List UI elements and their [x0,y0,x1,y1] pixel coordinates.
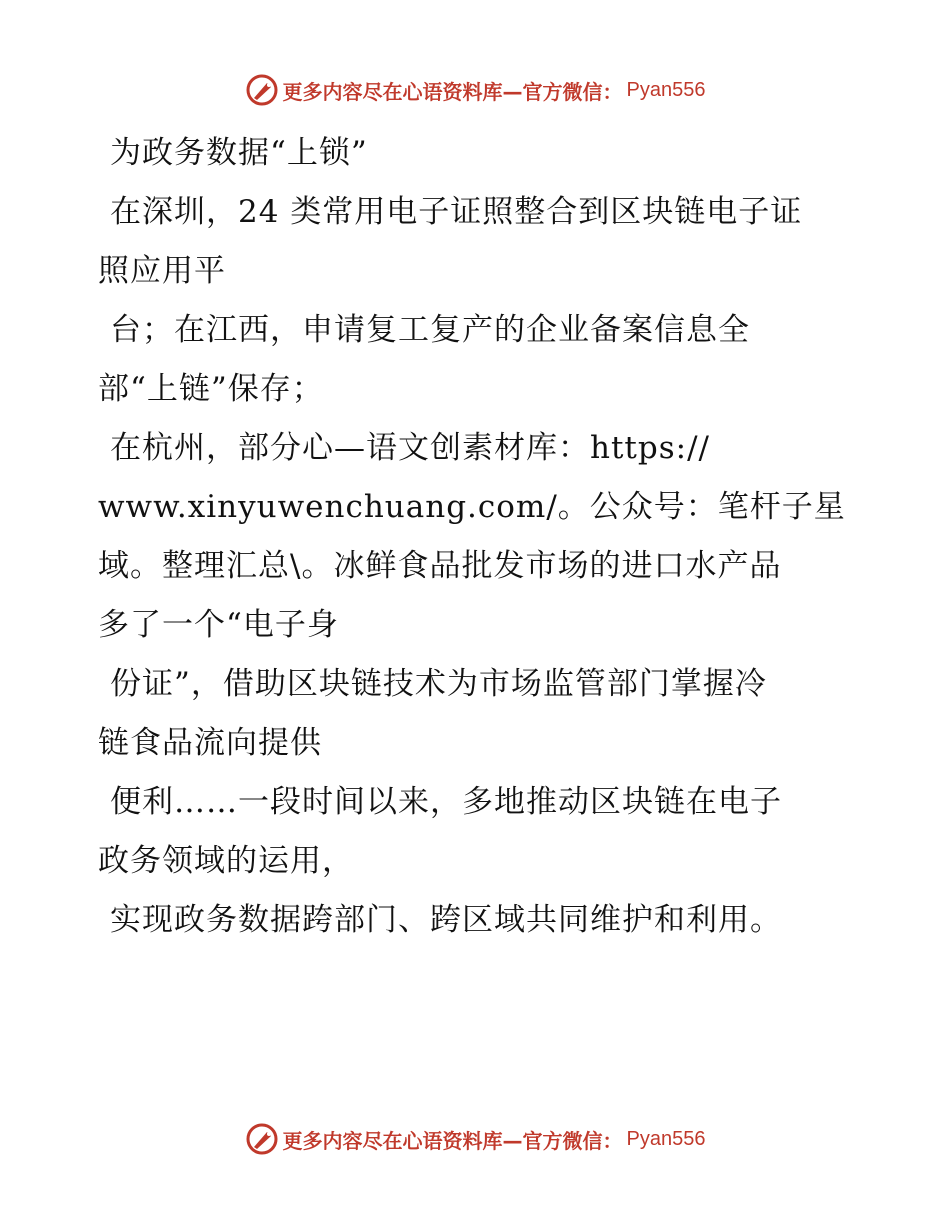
text-line: www.xinyuwenchuang.com/。公众号：笔杆子星 [98,489,846,525]
banner-contact: Pyan556 [626,1127,706,1150]
pen-nib-logo-icon [245,1122,279,1156]
banner-contact: Pyan556 [626,78,706,101]
text-line: 为政务数据“上锁” [110,135,368,171]
text-line: 份证”，借助区块链技术为市场监管部门掌握冷 [110,666,767,702]
text-line: 政务领域的运用， [98,843,354,879]
text-line: 链食品流向提供 [98,725,322,761]
banner-text: 更多内容尽在心语资料库—官方微信： [282,79,623,104]
text-line: 在深圳，24 类常用电子证照整合到区块链电子证 [110,194,803,230]
text-line: 便利……一段时间以来，多地推动区块链在电子 [110,784,782,820]
text-line: 域。整理汇总\。冰鲜食品批发市场的进口水产品 [98,548,782,584]
pen-nib-logo-icon [245,73,279,107]
text-line: 部“上链”保存； [98,371,324,407]
text-line: 在杭州，部分心—语文创素材库：https:// [110,430,710,466]
text-line: 多了一个“电子身 [98,607,339,643]
banner-text: 更多内容尽在心语资料库—官方微信： [282,1128,623,1153]
text-line: 实现政务数据跨部门、跨区域共同维护和利用。 [110,902,782,938]
text-line: 照应用平 [98,253,226,289]
header-banner [0,70,950,110]
footer-banner [0,1119,950,1159]
text-line: 台；在江西，申请复工复产的企业备案信息全 [110,312,750,348]
document-body [98,124,858,950]
